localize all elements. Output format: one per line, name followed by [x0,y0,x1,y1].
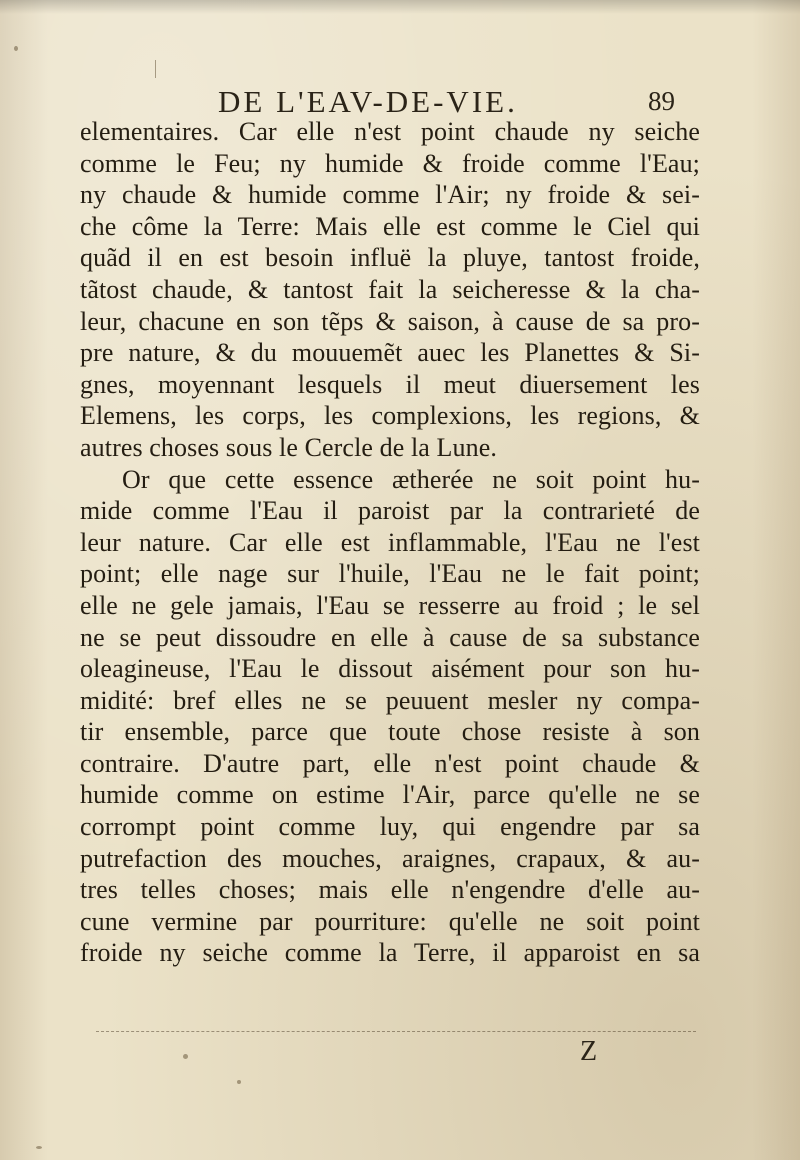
running-header [0,74,800,119]
ink-speck [36,1146,42,1149]
text-line: tres telles choses; mais elle n'engendre d'elle au- [80,875,700,905]
text-line: che côme la Terre: Mais elle est comme le Ciel qui [80,211,700,241]
text-line: tãtost chaude, & tantost fait la seicheresse & la cha- [80,274,700,304]
text-line: ne se peut dissoudre en elle à cause de sa substance [80,622,700,652]
text-line: leur, chacune en son tẽps & saison, à cause de sa pro- [80,306,700,336]
text-line: elementaires. Car elle n'est point chaude ny seiche [80,117,700,146]
text-line: corrompt point comme luy, qui engendre par sa [80,812,700,842]
ink-speck [183,1054,188,1059]
text-line: oleagineuse, l'Eau le dissout aisément pour son hu- [80,654,700,684]
text-line: cune vermine par pourriture: qu'elle ne soit point [80,906,700,936]
text-line: tir ensemble, parce que toute chose resiste à son [80,717,700,747]
page-number: 89 [648,86,675,116]
text-line: mide comme l'Eau il paroist par la contrarieté de [80,496,700,526]
text-line: Elemens, les corps, les complexions, les regions, & [80,401,700,431]
text-line: point; elle nage sur l'huile, l'Eau ne le fait point; [80,559,700,589]
text-line: ny chaude & humide comme l'Air; ny froide & sei- [80,180,700,210]
text-line: elle ne gele jamais, l'Eau se resserre au froid ; le sel [80,590,700,620]
text-line: quãd il en est besoin influë la pluye, tantost froide, [80,243,700,273]
running-title: DE L'EAV-DE-VIE. [218,84,518,119]
paragraph-end-line: autres choses sous le Cercle de la Lune. [80,432,497,462]
ink-speck [237,1080,241,1084]
text-line: leur nature. Car elle est inflammable, l'Eau ne l'est [80,527,700,557]
body-text [80,116,700,969]
text-line: contraire. D'autre part, elle n'est point chaude & [80,748,700,778]
signature-mark: Z [580,1036,600,1067]
text-line: pre nature, & du mouuemẽt auec les Planettes & Si- [80,338,700,368]
text-line: putrefaction des mouches, araignes, crapaux, & au- [80,843,700,873]
text-line: froide ny seiche comme la Terre, il apparoist en sa [80,938,700,968]
text-line: midité: bref elles ne se peuuent mesler ny compa- [80,685,700,715]
faint-rule [96,1031,696,1032]
text-line: humide comme on estime l'Air, parce qu'elle ne se [80,780,700,810]
page-edge-shadow [0,0,800,14]
text-line: comme le Feu; ny humide & froide comme l'Eau; [80,148,700,178]
paragraph-start-line: Or que cette essence ætherée ne soit point hu- [122,464,700,494]
ink-speck [14,46,18,51]
text-line: gnes, moyennant lesquels il meut diuersement les [80,369,700,399]
